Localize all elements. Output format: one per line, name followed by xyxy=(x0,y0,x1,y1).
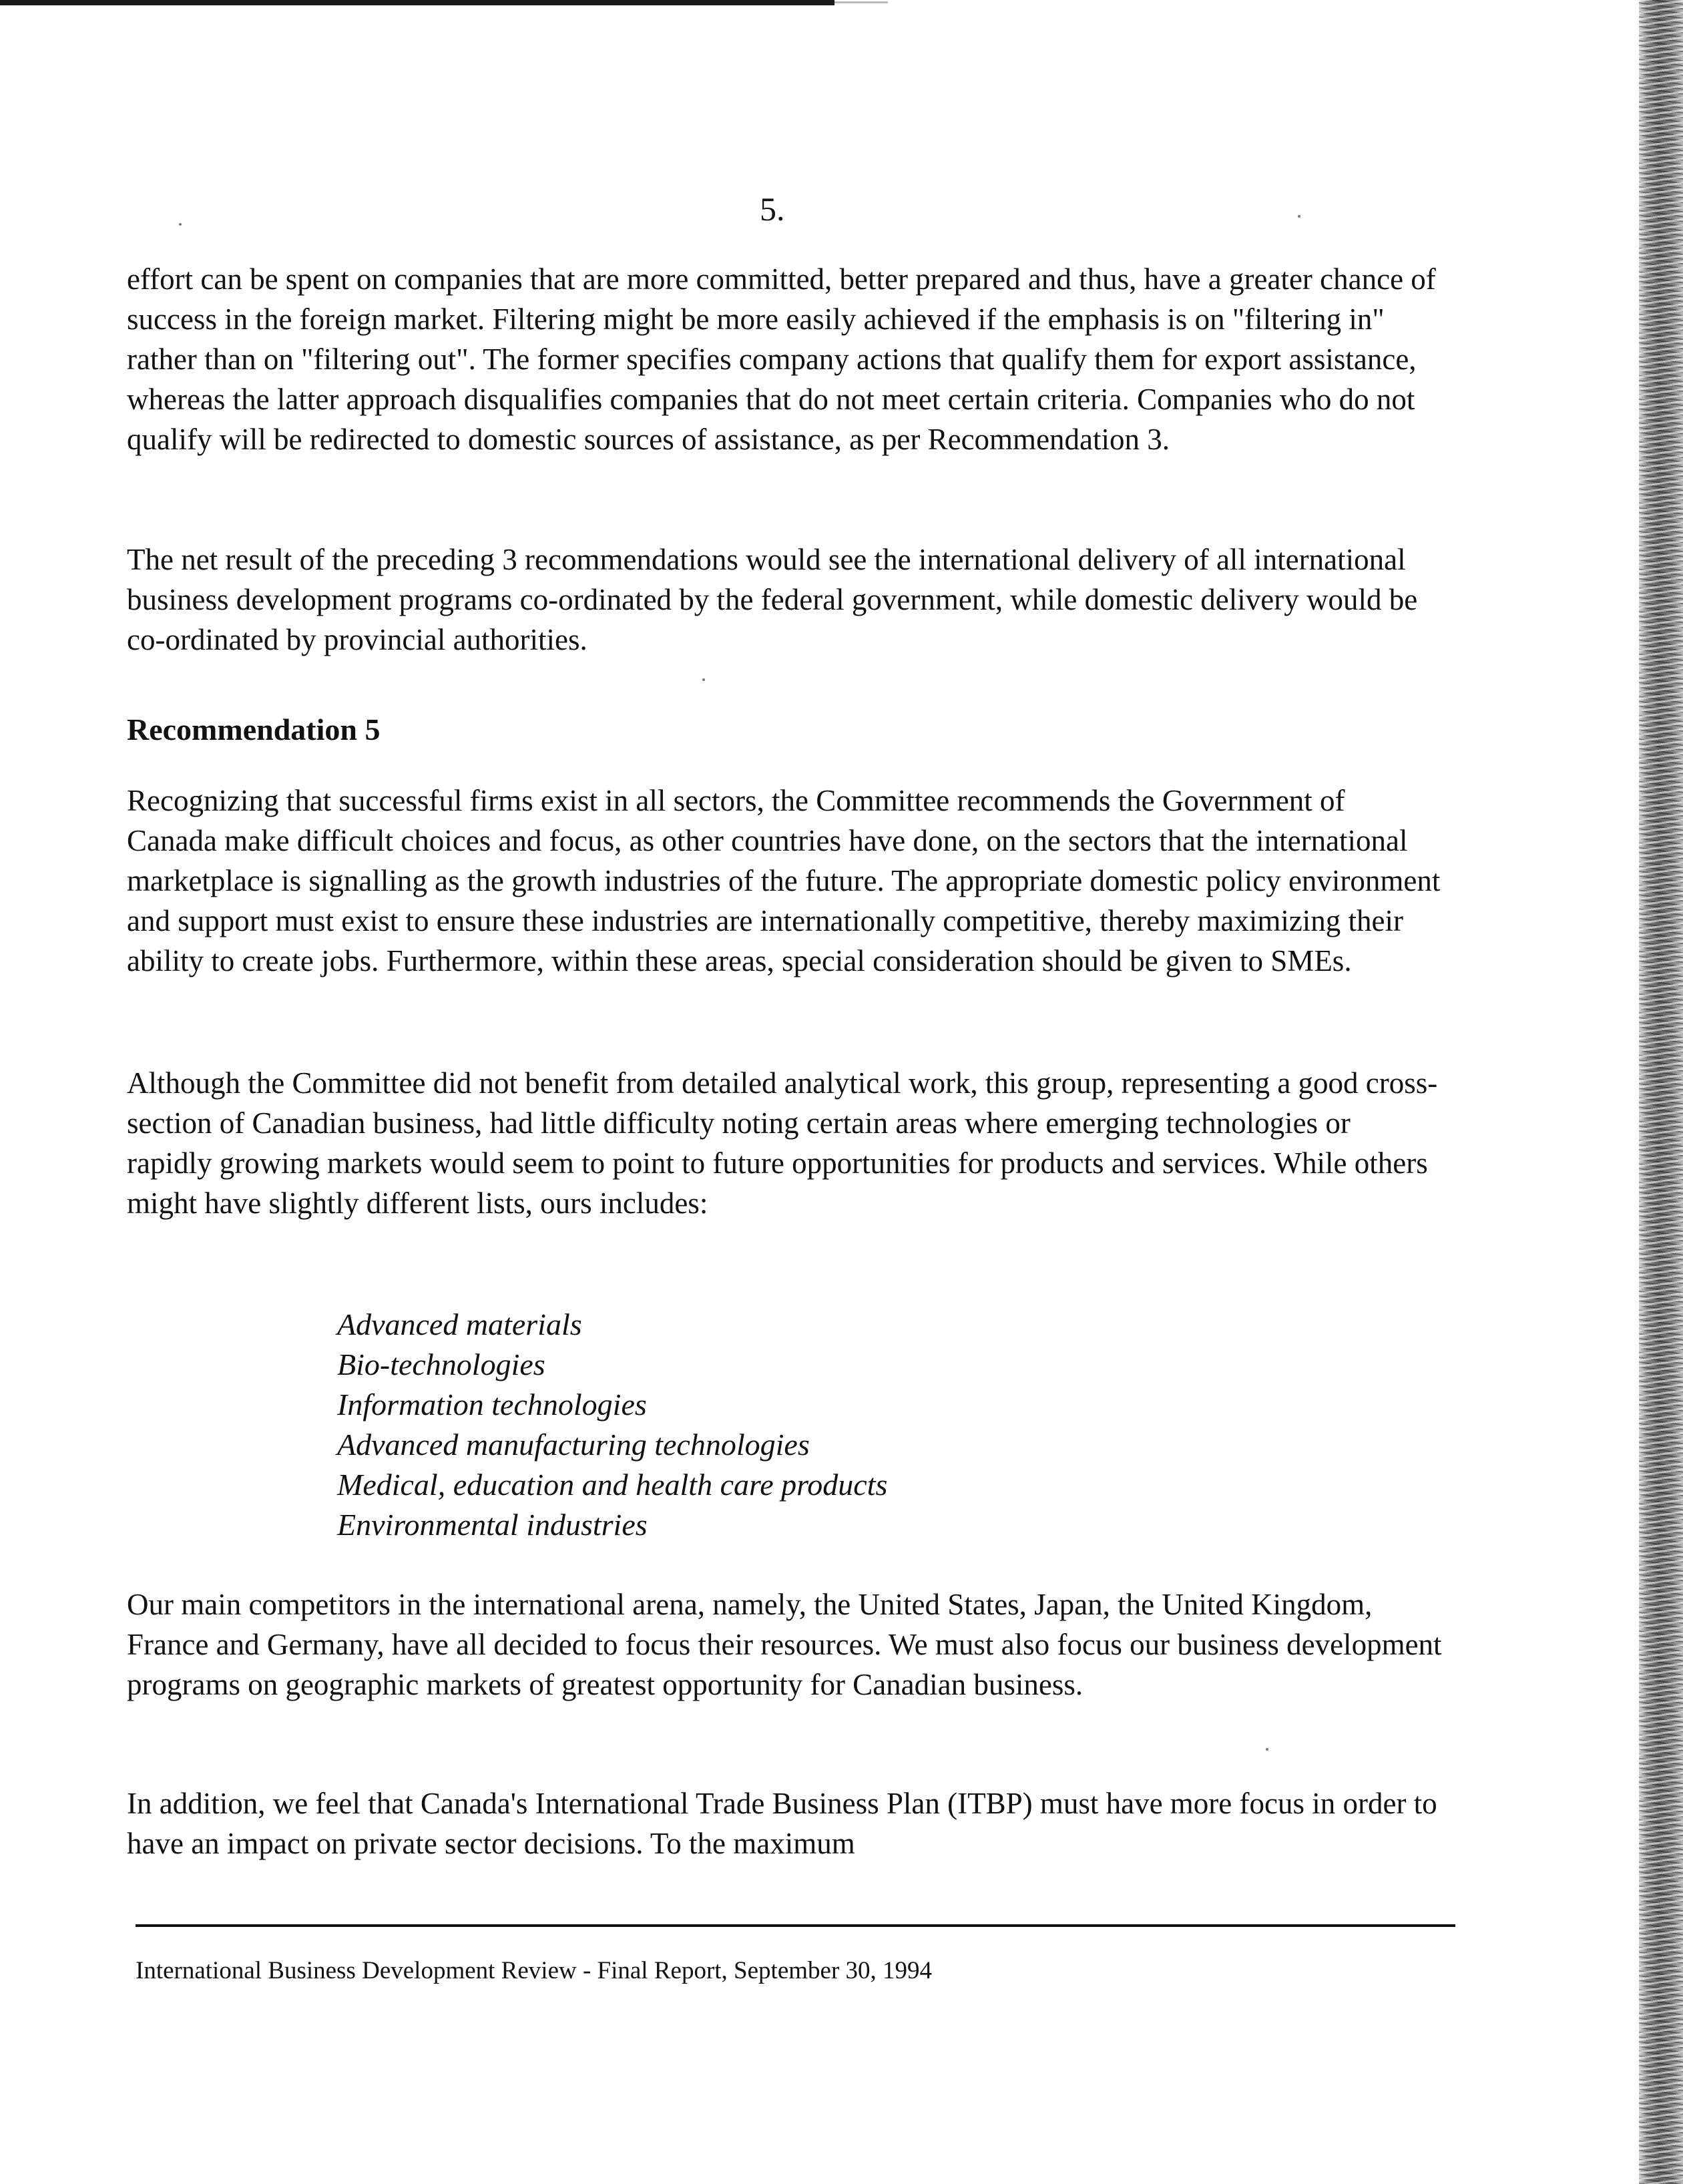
page-number: 5. xyxy=(760,190,785,228)
paragraph-competitors: Our main competitors in the international arena, namely, the United States, Japan, the United Kingdom, France and Germany, have all decided to focus their resources. We must also focus our business development programs on geographic markets of greatest opportunity for Canadian business. xyxy=(127,1588,1442,1701)
sector-item: Advanced manufacturing technologies xyxy=(337,1428,810,1462)
paragraph-filtering: effort can be spent on companies that are more committed, better prepared and thus, have a greater chance of success in the foreign market. Filtering might be more easily achieved if the emphasis is on "filtering in" rather than on "filtering out". The former specifies company actions that qualify them for export assistance, whereas the latter approach disqualifies companies that do not meet certain criteria. Companies who do not qualify will be redirected to domestic sources of assistance, as per Recommendation 3. xyxy=(127,262,1436,456)
footer-text: International Business Development Review - Final Report, September 30, 1994 xyxy=(136,1957,933,1984)
section-heading: Recommendation 5 xyxy=(127,712,381,746)
scan-speck xyxy=(702,678,705,681)
sector-item: Medical, education and health care products xyxy=(337,1468,888,1502)
scan-speck xyxy=(1298,215,1300,218)
footer-divider xyxy=(136,1924,1455,1927)
paragraph-itbp: In addition, we feel that Canada's International Trade Business Plan (ITBP) must have more focus in order to have an impact on private sector decisions. To the maximum xyxy=(127,1787,1437,1860)
sector-item: Bio-technologies xyxy=(337,1347,545,1381)
sector-list xyxy=(337,1305,887,1545)
scan-speck xyxy=(179,223,182,226)
scan-top-edge-faint xyxy=(834,1,888,3)
sector-item: Environmental industries xyxy=(337,1508,648,1542)
scan-speck xyxy=(1266,1748,1268,1751)
sector-item: Advanced materials xyxy=(337,1307,582,1341)
scan-top-edge xyxy=(0,0,834,5)
paragraph-analysis: Although the Committee did not benefit from detailed analytical work, this group, representing a good cross-section of Canadian business, had little difficulty noting certain areas where emerging technologies or rapidly growing markets would seem to point to future opportunities for products and services. While others might have slightly different lists, ours includes: xyxy=(127,1066,1438,1220)
sector-item: Information technologies xyxy=(337,1387,647,1422)
paragraph-net-result: The net result of the preceding 3 recommendations would see the international delivery of all international business development programs co-ordinated by the federal government, while domestic delivery would be co-ordinated by provincial authorities. xyxy=(127,543,1418,656)
scan-edge-strip xyxy=(1639,0,1683,2184)
paragraph-recommendation: Recognizing that successful firms exist in all sectors, the Committee recommends the Government of Canada make difficult choices and focus, as other countries have done, on the sectors that the international marketplace is signalling as the growth industries of the future. The appropriate domestic policy environment and support must exist to ensure these industries are internationally competitive, thereby maximizing their ability to create jobs. Furthermore, within these areas, special consideration should be given to SMEs. xyxy=(127,784,1441,977)
